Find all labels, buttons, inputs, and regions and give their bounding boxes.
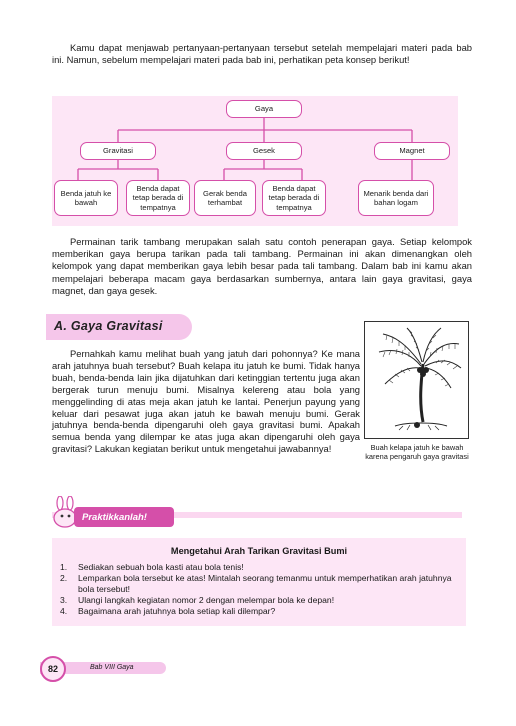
page-number: 82: [40, 656, 66, 682]
concept-leaf: Gerak benda terhambat: [194, 180, 256, 216]
concept-leaf: Menarik benda dari bahan logam: [358, 180, 434, 216]
concept-branch-magnet: Magnet: [374, 142, 450, 160]
activity-steps: [60, 562, 460, 617]
concept-branch-gravitasi: Gravitasi: [80, 142, 156, 160]
section-heading: A. Gaya Gravitasi: [54, 319, 163, 333]
concept-root-node: Gaya: [226, 100, 302, 118]
paragraph-tarik-tambang: Permainan tarik tambang merupakan salah satu contoh penerapan gaya. Setiap kelompok memberikan gaya berupa tarikan pada tali tambang. Permainan ini akan dimenangkan oleh kelompok yang dapat memberikan gaya lebih besar pada tali tambang. Dalam bab ini kamu akan mempelajari beberapa macam gaya berdasarkan sumbernya, antara lain gaya gravitasi, gaya magnet, dan gaya gesek.: [52, 236, 472, 296]
activity-box: [52, 538, 466, 626]
chapter-label: Bab VIII Gaya: [90, 664, 134, 671]
figure-caption: Buah kelapa jatuh ke bawah karena pengaruh gaya gravitasi: [365, 443, 469, 462]
list-item: 4. Bagaimana arah jatuhnya bola setiap kali dilempar?: [60, 605, 276, 616]
list-item: 3. Ulangi langkah kegiatan nomor 2 dengan melempar bola ke depan!: [60, 594, 335, 605]
concept-branch-gesek: Gesek: [226, 142, 302, 160]
section-body: Pernahkah kamu melihat buah yang jatuh dari pohonnya? Ke mana arah jatuhnya buah tersebut? Buah kelapa itu jatuh ke bumi. Tidak hanya buah, benda-benda lain jika dijatuhkan dari ketinggian tertentu juga akan bergerak turun menuju bumi. Misalnya kelereng atau bola yang menggelinding di atas meja akan jatuh ke lantai. Penerjun payung yang keluar dari pesawat juga akan jatuh ke bawah menuju bumi. Gerak jatuhnya benda-benda dipengaruhi oleh gaya gravitasi bumi. Apakah semua benda yang dilempar ke atas juga akan dipengaruhi oleh gaya gravitasi? Lakukan kegiatan berikut untuk mengetahui jawabannya!: [52, 348, 360, 455]
palm-tree-illustration: [365, 322, 470, 440]
section-heading-bg: [46, 314, 192, 340]
concept-leaf: Benda jatuh ke bawah: [54, 180, 118, 216]
praktikkanlah-badge: Praktikkanlah!: [74, 507, 174, 527]
concept-leaf: Benda dapat tetap berada di tempatnya: [262, 180, 326, 216]
concept-map: [52, 96, 458, 226]
intro-paragraph: Kamu dapat menjawab pertanyaan-pertanyaan tersebut setelah mempelajari materi pada bab ini. Namun, sebelum mempelajari materi pada bab ini, perhatikan peta konsep berikut!: [52, 42, 472, 66]
activity-title: Mengetahui Arah Tarikan Gravitasi Bumi: [170, 546, 348, 556]
list-item: 1. Sediakan sebuah bola kasti atau bola tenis!: [60, 562, 244, 572]
concept-leaf: Benda dapat tetap berada di tempatnya: [126, 180, 190, 216]
coconut-tree-figure: [364, 321, 469, 439]
list-item: 2. Lemparkan bola tersebut ke atas! Mintalah seorang temanmu untuk memperhatikan arah jatuhnya bola tersebut!: [60, 572, 452, 594]
